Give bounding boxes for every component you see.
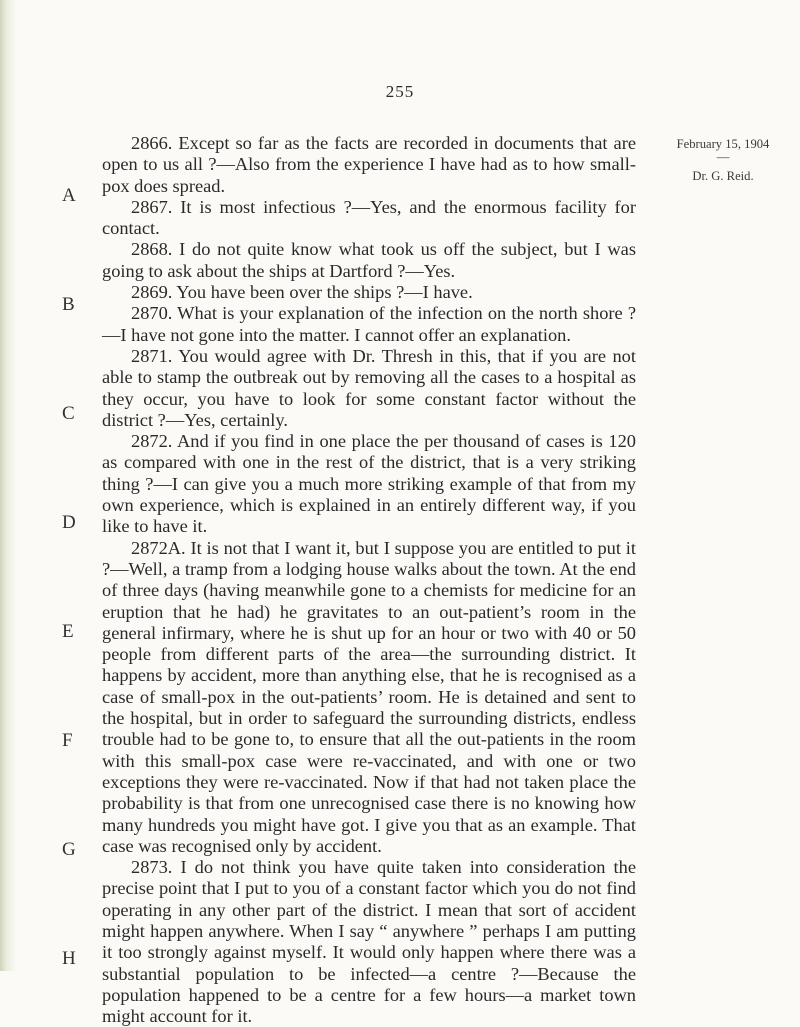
paragraph-2870: 2870. What is your explanation of the infection on the north shore ?—I have not gone into the matter. I cannot offer an explanation. [102, 303, 636, 345]
paragraph-2872: 2872. And if you find in one place the per thousand of cases is 120 as compared with one in the rest of the district, that is a very striking thing ?—I can give you a much more striking example of that from my own experience, which is explained in an entirely different way, if you like to have it. [102, 431, 636, 537]
margin-letter-d: D [62, 512, 76, 533]
page-number: 255 [385, 82, 415, 101]
margin-letter-e: E [62, 621, 74, 642]
paragraph-2866: 2866. Except so far as the facts are recorded in documents that are open to us all ?—Also from the experience I have had as to how small-pox does spread. [102, 133, 636, 196]
margin-letter-b: B [62, 294, 75, 315]
testimony-body [102, 133, 636, 1027]
margin-letter-c: C [62, 403, 75, 424]
margin-letter-g: G [62, 839, 76, 860]
side-note-date: February 15, 1904 [676, 137, 770, 151]
side-note-witness: Dr. G. Reid. [692, 169, 754, 183]
margin-letter-h: H [62, 948, 76, 969]
side-note-dash: — [716, 150, 730, 164]
paragraph-2869: 2869. You have been over the ships ?—I have. [131, 282, 473, 303]
paragraph-2867: 2867. It is most infectious ?—Yes, and the enormous facility for contact. [102, 196, 636, 239]
margin-letter-a: A [62, 185, 76, 206]
side-note [648, 134, 798, 186]
paragraph-2872a: 2872A. It is not that I want it, but I suppose you are entitled to put it ?—Well, a tramp from a lodging house walks about the town. At the end of three days (having meanwhile gone to a chemists for medicine for an eruption that he had) he gravitates to an out-patient’s room in the general infirmary, where he is shut up for an hour or two with 40 or 50 people from different parts of the area—the surrounding district. It happens by accident, more than anything else, that he is recognised as a case of small-pox in the out-patients’ room. He is detained and sent to the hospital, but in order to safeguard the surrounding districts, endless trouble had to be gone to, to ensure that all the out-patients in the room with this small-pox case were re-vaccinated, and with one or two exceptions they were re-vaccinated. Now if that had not taken place the probability is that from one unrecognised case there is no knowing how many hundreds you might have got. I give you that as an example. That case was recognised only by accident. [102, 537, 636, 856]
page-spine-shadow [0, 0, 16, 971]
paragraph-2868: 2868. I do not quite know what took us off the subject, but I was going to ask about the ships at Dartford ?—Yes. [102, 239, 636, 281]
paragraph-2873: 2873. I do not think you have quite taken into consideration the precise point that I put to you of a constant factor which you do not find operating in any other part of the district. I mean that sort of accident might happen anywhere. When I say “ anywhere ” perhaps I am putting it too strongly against myself. It would only happen where there was a substantial population to be infected—a centre ?—Because the population happened to be a centre for a few hours—a market town might account for it. [102, 857, 636, 1027]
paragraph-2871: 2871. You would agree with Dr. Thresh in this, that if you are not able to stamp the outbreak out by removing all the cases to a hospital as they occur, you have to look for some constant factor without the district ?—Yes, certainly. [102, 345, 636, 430]
margin-letter-f: F [62, 730, 73, 751]
